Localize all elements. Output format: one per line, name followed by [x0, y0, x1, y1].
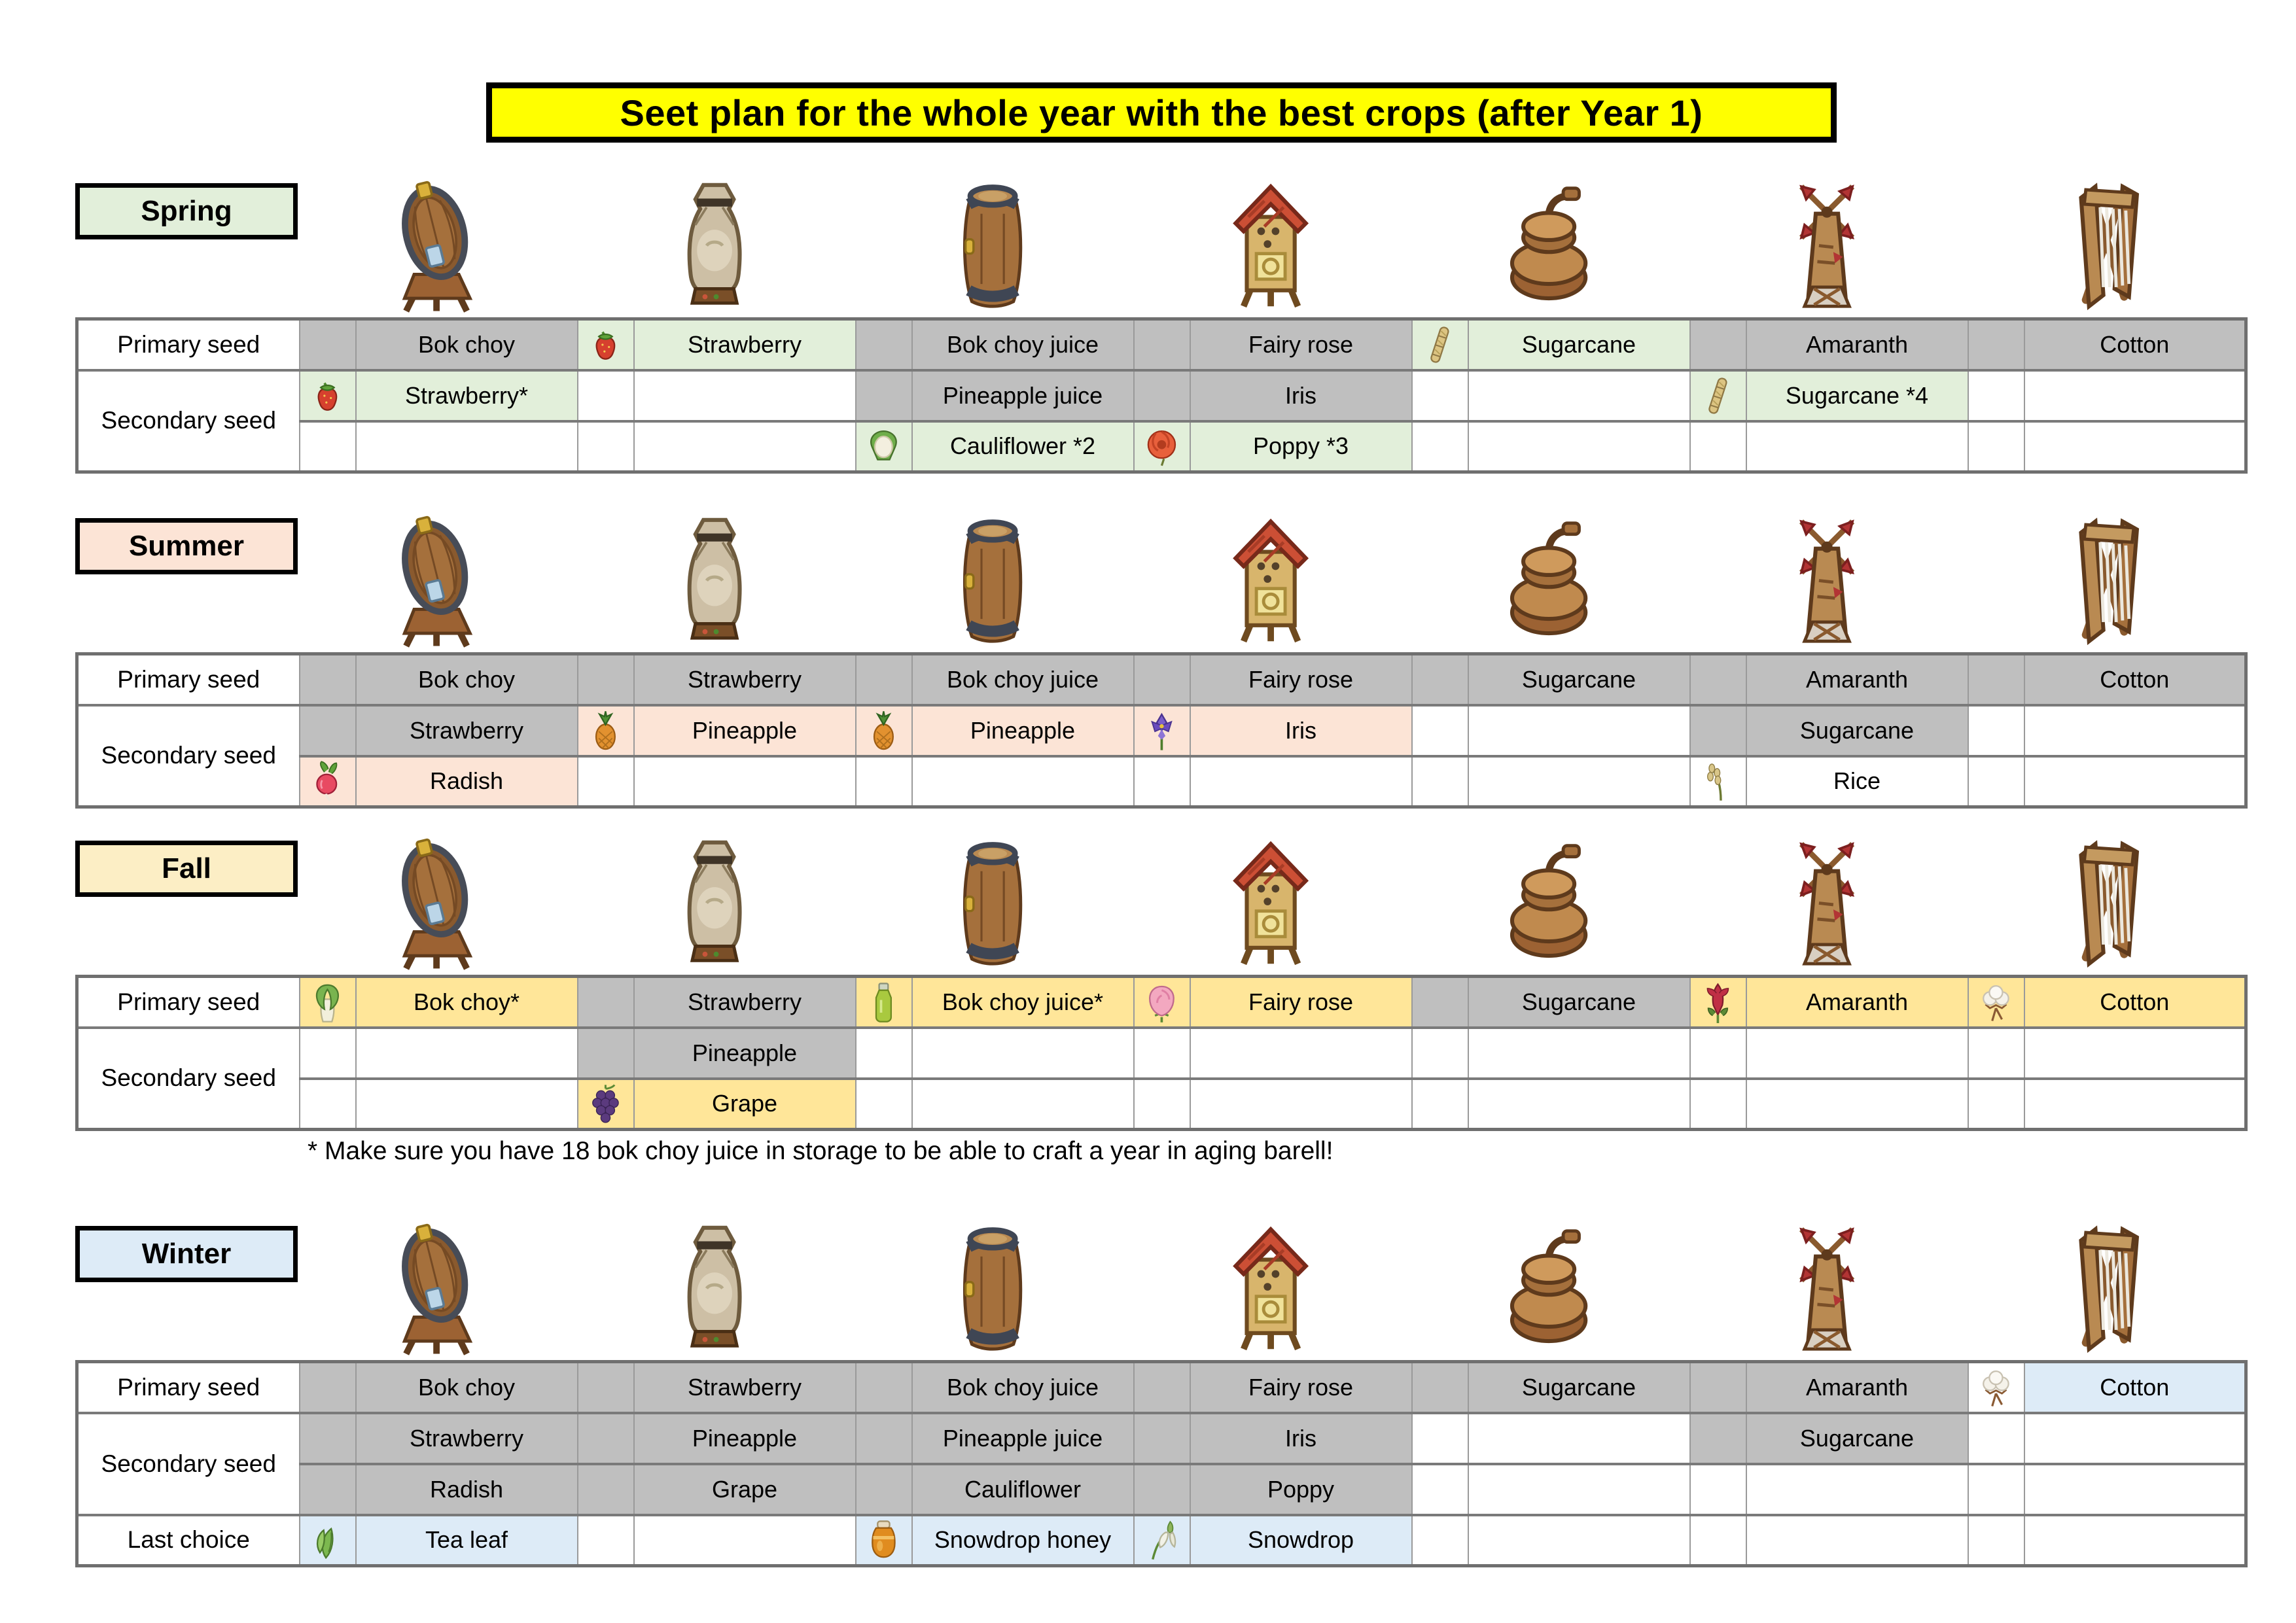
icon-cell — [300, 1079, 356, 1130]
seed-cell: Sugarcane — [1468, 319, 1690, 370]
icon-cell — [1412, 421, 1468, 472]
bok-choy-juice-icon — [857, 981, 911, 1023]
icon-cell — [1690, 1515, 1746, 1566]
seed-cell: Snowdrop — [1190, 1515, 1412, 1566]
icon-cell — [1134, 1413, 1190, 1464]
icon-cell — [578, 756, 634, 807]
seed-cell — [1468, 1079, 1690, 1130]
table-row — [77, 1413, 2246, 1464]
icon-cell — [578, 1413, 634, 1464]
loom-icon — [1966, 514, 2244, 648]
strawberry-icon — [578, 324, 633, 366]
bok-choy-icon-cell — [300, 977, 356, 1028]
icon-cell — [1690, 1464, 1746, 1515]
table-row — [77, 421, 2246, 472]
bee-house-icon — [1132, 514, 1410, 648]
seed-cell: Cotton — [2024, 654, 2246, 705]
seed-cell: Cotton — [2024, 1362, 2246, 1413]
seed-cell: Strawberry — [634, 977, 856, 1028]
seed-cell: Amaranth — [1746, 977, 1968, 1028]
winter-table — [75, 1360, 2248, 1567]
icon-cell — [1690, 1413, 1746, 1464]
keg-icon — [298, 179, 576, 313]
icon-cell — [856, 654, 912, 705]
seed-cell — [634, 421, 856, 472]
icon-cell — [1412, 654, 1468, 705]
seed-cell: Strawberry — [634, 319, 856, 370]
seed-cell: Bok choy — [356, 319, 578, 370]
seed-cell — [634, 370, 856, 421]
loom-icon — [1966, 179, 2244, 313]
icon-cell — [1412, 1413, 1468, 1464]
seed-cell — [1746, 421, 1968, 472]
grape-icon-cell — [578, 1079, 634, 1130]
icon-cell — [1968, 370, 2024, 421]
iris-icon-cell — [1134, 705, 1190, 756]
season-header-fall: Fall — [75, 841, 298, 897]
icon-cell — [300, 1413, 356, 1464]
seed-cell: Pineapple — [912, 705, 1134, 756]
seed-cell — [1468, 1464, 1690, 1515]
seed-cell — [1468, 370, 1690, 421]
seed-cell — [356, 1028, 578, 1079]
seed-cell — [1190, 756, 1412, 807]
icon-cell — [1968, 1413, 2024, 1464]
bee-house-icon — [1132, 1221, 1410, 1355]
seed-cell: Fairy rose — [1190, 319, 1412, 370]
seed-cell — [356, 421, 578, 472]
icon-cell — [856, 1362, 912, 1413]
icon-cell — [300, 654, 356, 705]
seed-cell: Sugarcane — [1468, 654, 1690, 705]
icon-cell — [1690, 654, 1746, 705]
icon-cell — [1412, 1362, 1468, 1413]
icon-cell — [300, 1464, 356, 1515]
keg-icon — [298, 1221, 576, 1355]
seed-cell — [2024, 1079, 2246, 1130]
seed-cell: Grape — [634, 1464, 856, 1515]
seed-cell: Pineapple juice — [912, 370, 1134, 421]
seed-cell: Radish — [356, 756, 578, 807]
icon-cell — [578, 1362, 634, 1413]
rice-icon — [1691, 760, 1746, 802]
icon-cell — [1412, 370, 1468, 421]
seed-cell — [2024, 1515, 2246, 1566]
sugarcane-icon — [1413, 324, 1468, 366]
amaranth-icon — [1691, 981, 1746, 1023]
windmill-icon — [1688, 514, 1966, 648]
seed-cell: Sugarcane *4 — [1746, 370, 1968, 421]
snowdrop-icon — [1135, 1519, 1190, 1561]
amaranth-icon-cell — [1690, 977, 1746, 1028]
tea-leaf-icon — [300, 1519, 355, 1561]
sugarcane-icon-cell — [1412, 319, 1468, 370]
seed-cell — [2024, 705, 2246, 756]
row-label: Primary seed — [77, 1362, 300, 1413]
page-title: Seet plan for the whole year with the best crops (after Year 1) — [486, 82, 1837, 143]
icon-cell — [1134, 1464, 1190, 1515]
loom-icon — [1966, 836, 2244, 970]
machine-icons-row-fall — [298, 829, 2244, 970]
icon-cell — [300, 1028, 356, 1079]
seed-cell: Pineapple — [634, 1028, 856, 1079]
seed-cell: Cotton — [2024, 319, 2246, 370]
row-label: Secondary seed — [77, 1028, 300, 1130]
sugarcane-icon — [1691, 375, 1746, 417]
sugar-mill-icon — [1410, 836, 1688, 970]
bee-house-icon — [1132, 836, 1410, 970]
seed-cell — [1468, 1028, 1690, 1079]
sugar-mill-icon — [1410, 1221, 1688, 1355]
windmill-icon — [1688, 836, 1966, 970]
icon-cell — [1690, 1362, 1746, 1413]
seed-cell — [2024, 756, 2246, 807]
icon-cell — [1134, 1362, 1190, 1413]
sugarcane-icon-cell — [1690, 370, 1746, 421]
icon-cell — [1134, 756, 1190, 807]
seed-cell: Snowdrop honey — [912, 1515, 1134, 1566]
seed-cell — [1746, 1464, 1968, 1515]
radish-icon — [300, 760, 355, 802]
spring-table — [75, 317, 2248, 474]
sugar-mill-icon — [1410, 514, 1688, 648]
poppy-icon-cell — [1134, 421, 1190, 472]
seed-cell: Rice — [1746, 756, 1968, 807]
pineapple-icon-cell — [856, 705, 912, 756]
icon-cell — [1968, 705, 2024, 756]
seed-cell: Iris — [1190, 1413, 1412, 1464]
bok-choy-icon — [300, 981, 355, 1023]
seed-cell — [2024, 1028, 2246, 1079]
pineapple-icon-cell — [578, 705, 634, 756]
seed-cell: Amaranth — [1746, 654, 1968, 705]
row-label: Secondary seed — [77, 1413, 300, 1515]
iris-icon — [1135, 710, 1190, 752]
icon-cell — [856, 1413, 912, 1464]
seed-cell: Strawberry* — [356, 370, 578, 421]
barrel-icon — [854, 1221, 1132, 1355]
seed-cell — [1190, 1028, 1412, 1079]
row-label: Primary seed — [77, 319, 300, 370]
cauliflower-icon — [857, 425, 911, 467]
seed-cell: Poppy — [1190, 1464, 1412, 1515]
seed-cell: Tea leaf — [356, 1515, 578, 1566]
loom-icon — [1966, 1221, 2244, 1355]
table-row — [77, 654, 2246, 705]
seed-cell: Pineapple — [634, 705, 856, 756]
icon-cell — [578, 370, 634, 421]
icon-cell — [300, 319, 356, 370]
preserves-jar-icon — [576, 179, 854, 313]
seed-cell: Bok choy juice — [912, 319, 1134, 370]
seed-cell — [356, 1079, 578, 1130]
seed-cell — [2024, 1464, 2246, 1515]
seed-cell — [634, 1515, 856, 1566]
seed-cell: Bok choy — [356, 654, 578, 705]
icon-cell — [1968, 1028, 2024, 1079]
icon-cell — [578, 421, 634, 472]
seed-cell — [912, 1028, 1134, 1079]
seed-cell — [2024, 421, 2246, 472]
icon-cell — [578, 654, 634, 705]
icon-cell — [1412, 1515, 1468, 1566]
icon-cell — [1134, 319, 1190, 370]
icon-cell — [856, 370, 912, 421]
radish-icon-cell — [300, 756, 356, 807]
seed-cell — [634, 756, 856, 807]
strawberry-icon-cell — [300, 370, 356, 421]
icon-cell — [578, 977, 634, 1028]
snowdrop-icon-cell — [1134, 1515, 1190, 1566]
fall-table — [75, 975, 2248, 1131]
icon-cell — [1412, 1028, 1468, 1079]
seed-cell — [2024, 1413, 2246, 1464]
icon-cell — [300, 1362, 356, 1413]
honey-icon — [857, 1519, 911, 1561]
icon-cell — [1690, 1028, 1746, 1079]
table-row — [77, 1028, 2246, 1079]
icon-cell — [1134, 1028, 1190, 1079]
bee-house-icon — [1132, 179, 1410, 313]
seed-cell: Sugarcane — [1746, 705, 1968, 756]
pineapple-icon — [857, 710, 911, 752]
seed-cell: Strawberry — [356, 705, 578, 756]
seed-cell — [1746, 1028, 1968, 1079]
row-label: Secondary seed — [77, 705, 300, 807]
seed-cell: Iris — [1190, 370, 1412, 421]
icon-cell — [1412, 705, 1468, 756]
seed-cell: Poppy *3 — [1190, 421, 1412, 472]
sugar-mill-icon — [1410, 179, 1688, 313]
icon-cell — [578, 1028, 634, 1079]
seed-cell — [912, 756, 1134, 807]
machine-icons-row-summer — [298, 506, 2244, 648]
row-label: Primary seed — [77, 654, 300, 705]
preserves-jar-icon — [576, 836, 854, 970]
seed-cell: Fairy rose — [1190, 654, 1412, 705]
seed-cell: Cotton — [2024, 977, 2246, 1028]
seed-cell — [912, 1079, 1134, 1130]
table-row — [77, 705, 2246, 756]
barrel-icon — [854, 836, 1132, 970]
seed-cell: Strawberry — [356, 1413, 578, 1464]
seed-cell: Bok choy juice — [912, 654, 1134, 705]
seed-cell: Strawberry — [634, 1362, 856, 1413]
fairy-rose-icon-cell — [1134, 977, 1190, 1028]
seed-cell: Amaranth — [1746, 319, 1968, 370]
icon-cell — [856, 1028, 912, 1079]
summer-table — [75, 652, 2248, 809]
icon-cell — [856, 319, 912, 370]
cauliflower-icon-cell — [856, 421, 912, 472]
icon-cell — [1968, 421, 2024, 472]
machine-icons-row-winter — [298, 1214, 2244, 1355]
icon-cell — [1968, 1079, 2024, 1130]
cotton-icon-cell — [1968, 1362, 2024, 1413]
icon-cell — [578, 1515, 634, 1566]
row-label: Last choice — [77, 1515, 300, 1566]
icon-cell — [1690, 1079, 1746, 1130]
season-header-winter: Winter — [75, 1226, 298, 1282]
row-label: Secondary seed — [77, 370, 300, 472]
seed-cell — [1468, 1515, 1690, 1566]
seed-cell: Strawberry — [634, 654, 856, 705]
tea-leaf-icon-cell — [300, 1515, 356, 1566]
footnote: * Make sure you have 18 bok choy juice in storage to be able to craft a year in aging barell! — [308, 1137, 1333, 1165]
table-row — [77, 1079, 2246, 1130]
icon-cell — [300, 421, 356, 472]
seed-cell: Sugarcane — [1468, 1362, 1690, 1413]
season-header-summer: Summer — [75, 518, 298, 574]
fairy-rose-icon — [1135, 981, 1190, 1023]
icon-cell — [1968, 654, 2024, 705]
cotton-icon — [1969, 981, 2024, 1023]
seed-cell: Bok choy — [356, 1362, 578, 1413]
icon-cell — [1968, 1515, 2024, 1566]
seed-cell: Sugarcane — [1746, 1413, 1968, 1464]
seed-cell: Pineapple juice — [912, 1413, 1134, 1464]
table-row — [77, 1464, 2246, 1515]
table-row — [77, 977, 2246, 1028]
pineapple-icon — [578, 710, 633, 752]
cotton-icon — [1969, 1367, 2024, 1408]
seed-cell: Grape — [634, 1079, 856, 1130]
keg-icon — [298, 836, 576, 970]
table-row — [77, 1362, 2246, 1413]
icon-cell — [1412, 1464, 1468, 1515]
icon-cell — [1134, 654, 1190, 705]
grape-icon — [578, 1083, 633, 1125]
seed-cell — [1190, 1079, 1412, 1130]
seed-cell: Cauliflower — [912, 1464, 1134, 1515]
seed-cell — [1468, 756, 1690, 807]
barrel-icon — [854, 514, 1132, 648]
seed-cell: Bok choy* — [356, 977, 578, 1028]
windmill-icon — [1688, 179, 1966, 313]
table-row — [77, 756, 2246, 807]
icon-cell — [1134, 1079, 1190, 1130]
season-header-spring: Spring — [75, 183, 298, 239]
seed-cell: Bok choy juice* — [912, 977, 1134, 1028]
row-label: Primary seed — [77, 977, 300, 1028]
poppy-icon — [1135, 425, 1190, 467]
barrel-icon — [854, 179, 1132, 313]
icon-cell — [578, 1464, 634, 1515]
seed-cell: Sugarcane — [1468, 977, 1690, 1028]
strawberry-icon — [300, 375, 355, 417]
seed-cell — [1746, 1079, 1968, 1130]
preserves-jar-icon — [576, 1221, 854, 1355]
keg-icon — [298, 514, 576, 648]
seed-cell: Iris — [1190, 705, 1412, 756]
icon-cell — [1412, 977, 1468, 1028]
icon-cell — [856, 1079, 912, 1130]
seed-cell — [1468, 1413, 1690, 1464]
seed-cell: Fairy rose — [1190, 1362, 1412, 1413]
seed-cell: Bok choy juice — [912, 1362, 1134, 1413]
bok-choy-juice-icon-cell — [856, 977, 912, 1028]
seed-cell — [2024, 370, 2246, 421]
cotton-icon-cell — [1968, 977, 2024, 1028]
seed-cell — [1468, 421, 1690, 472]
icon-cell — [856, 1464, 912, 1515]
table-row — [77, 319, 2246, 370]
icon-cell — [1690, 705, 1746, 756]
icon-cell — [1968, 319, 2024, 370]
icon-cell — [1968, 756, 2024, 807]
machine-icons-row-spring — [298, 171, 2244, 313]
seed-cell — [1468, 705, 1690, 756]
icon-cell — [856, 756, 912, 807]
icon-cell — [1412, 1079, 1468, 1130]
table-row — [77, 1515, 2246, 1566]
seed-cell — [1746, 1515, 1968, 1566]
seed-cell: Pineapple — [634, 1413, 856, 1464]
icon-cell — [1690, 319, 1746, 370]
icon-cell — [1412, 756, 1468, 807]
table-row — [77, 370, 2246, 421]
icon-cell — [1690, 421, 1746, 472]
icon-cell — [1134, 370, 1190, 421]
seed-cell: Cauliflower *2 — [912, 421, 1134, 472]
windmill-icon — [1688, 1221, 1966, 1355]
honey-icon-cell — [856, 1515, 912, 1566]
seed-cell: Radish — [356, 1464, 578, 1515]
seed-cell: Fairy rose — [1190, 977, 1412, 1028]
icon-cell — [300, 705, 356, 756]
icon-cell — [1968, 1464, 2024, 1515]
seed-cell: Amaranth — [1746, 1362, 1968, 1413]
rice-icon-cell — [1690, 756, 1746, 807]
preserves-jar-icon — [576, 514, 854, 648]
strawberry-icon-cell — [578, 319, 634, 370]
